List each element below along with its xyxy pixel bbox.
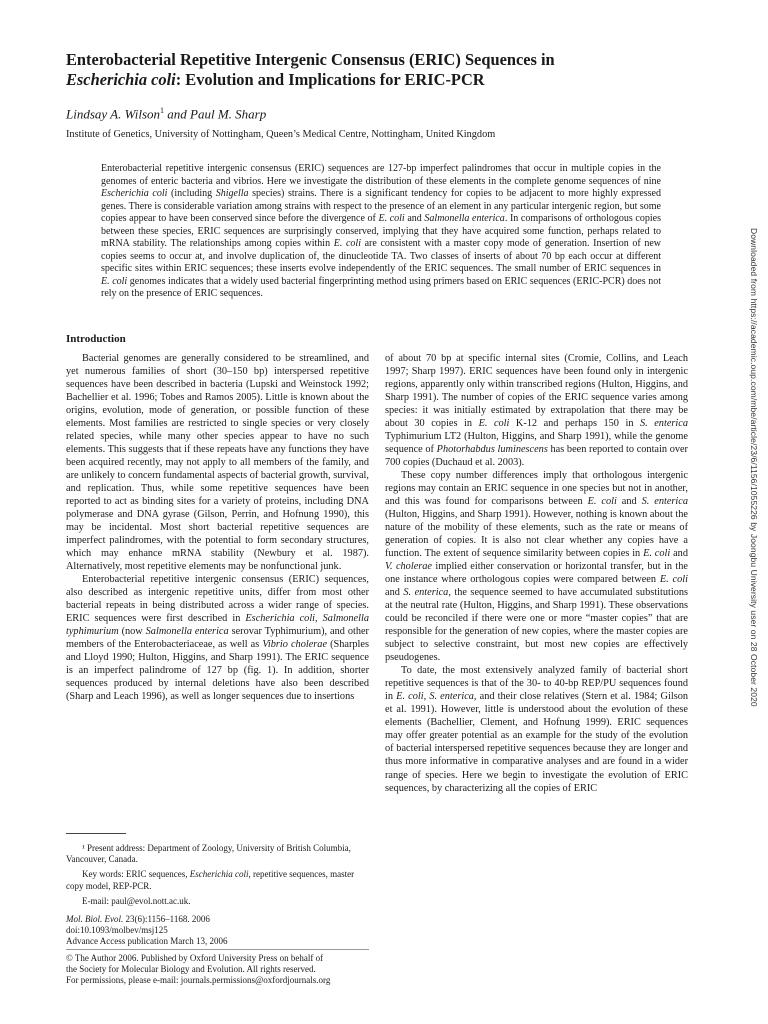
- intro-right-italic-run: S. enterica: [403, 587, 449, 599]
- abstract-run: . In comparisons of orthologous copies between these species, ERIC sequences are surprisingly conserved, implying that they have acquired some function, perhaps related to mRNA stability. The relationships among copies within: [101, 213, 661, 249]
- copyright-line: the Society for Molecular Biology and Evolution. All rights reserved.: [66, 964, 316, 975]
- intro-left-italic-run: Escherichia coli: [245, 613, 316, 625]
- intro-right-run: , the sequence seemed to have accumulated substitutions at the neutral rate (Hulton, Higgins, and Sharp 1991). These observations could be reconciled if there were one or more “master copies” that are responsible for the generation of new copies, where the master copies are subject to selective constraint, but most new copies are effectively pseudogenes.: [385, 587, 688, 664]
- intro-left-run: (Sharples and Lloyd 1990; Hulton, Higgins, and Sharp 1991). The ERIC sequence is an imperfect palindrome of 127 bp (fig. 1). In addition, shorter sequences produced by internal deletions have also been described (Sharp and Leach 1996), as well as longer sequences due to insertions: [66, 639, 370, 703]
- intro-right-run: and: [670, 548, 688, 560]
- intro-left-paragraph: [66, 352, 369, 573]
- title-subtitle: : Evolution and Implications for ERIC-PCR: [175, 70, 485, 89]
- left-column: [66, 352, 369, 703]
- copyright-line: For permissions, please e-mail: journals.permissions@oxfordjournals.org: [66, 975, 331, 986]
- abstract-italic-run: E. coli: [101, 275, 128, 287]
- intro-right-italic-run: E. coli: [587, 496, 617, 508]
- intro-right-run: and: [616, 496, 642, 508]
- footnote-divider: [66, 833, 126, 834]
- intro-right-run: of about 70 bp at specific internal sites (Cromie, Collins, and Leach 1997; Sharp 1997). ERIC sequences have been found only in intergenic regions, apparently only within transcribed regions (Hulton, Higgins, and Sharp 1991). The number of copies of the ERIC sequence varies among species: it was initially estimated by extrapolation that there may be about 30 copies in: [385, 353, 688, 430]
- intro-right-paragraph: [385, 352, 688, 469]
- abstract-run: genomes indicates that a widely used bacterial fingerprinting method using primers based on ERIC sequences (ERIC-PCR) does not rely on the presence of ERIC sequences.: [101, 275, 661, 299]
- download-watermark-text: Downloaded from https://academic.oup.com/mbe/article/23/6/1156/1055226 by Joongbu University user on 28 October 2020: [749, 228, 759, 707]
- title-line-1: Enterobacterial Repetitive Intergenic Consensus (ERIC) Sequences in: [66, 50, 555, 69]
- intro-left-italic-run: Salmonella enterica: [145, 626, 229, 638]
- abstract-run: Enterobacterial repetitive intergenic consensus (ERIC) sequences are 127-bp imperfect palindromes that occur in multiple copies in the genomes of enteric bacteria and vibrios. Here we investigate the distribution of these elements in the complete genome sequences of nine: [101, 163, 661, 187]
- intro-right-run: K-12 and perhaps 150 in: [509, 418, 640, 430]
- abstract-run: are consistent with a master copy mode of generation. Insertion of new copies seems to occur at, and involve duplication of, the dinucleotide TA. Two classes of inserts of about 70 bp each occur at different specific sites within ERIC sequences; these inserts evolve independently of the ERIC sequences. The small number of ERIC sequences in: [101, 238, 661, 274]
- abstract-run: species) strains. There is a significant tendency for copies to be adjacent to more highly expressed genes. There is considerable variation among strains with respect to the presence of an element in any particular intergenic region, but some copies appear to have been conserved since before the divergence of: [101, 188, 661, 224]
- abstract-italic-run: Salmonella enterica: [424, 213, 505, 224]
- intro-right-italic-run: S. enterica: [429, 691, 474, 703]
- paper-title: [66, 50, 686, 90]
- author-rest: and Paul M. Sharp: [164, 106, 267, 122]
- intro-left-run: serovar Typhimurium), and other members of the Enterobacteriaceae, as well as: [66, 626, 369, 651]
- intro-right-paragraph: [385, 469, 688, 664]
- intro-right-run: ,: [423, 691, 430, 703]
- intro-right-paragraph: [385, 664, 688, 794]
- author-footnote-marker: 1: [160, 106, 165, 115]
- footnote: ¹ Present address: Department of Zoology, University of British Columbia, Vancouver, Canada.: [66, 843, 351, 865]
- intro-right-run: To date, the most extensively analyzed family of bacterial short repetitive sequences is that of the 30- to 40-bp REP/PU sequences found in: [385, 665, 688, 703]
- intro-right-italic-run: E. coli: [643, 548, 671, 560]
- affiliation: Institute of Genetics, University of Nottingham, Queen’s Medical Centre, Nottingham, United Kingdom: [66, 129, 496, 140]
- intro-left-run: ,: [315, 613, 323, 625]
- section-heading-introduction: Introduction: [66, 333, 126, 345]
- intro-right-run: , and their close relatives (Stern et al. 1984; Gilson et al. 1991). However, little is understood about the evolution of these elements (Bachellier, Clement, and Hofnung 1999). ERIC sequences may offer greater potential as an example for the study of the evolution of bacterial interspersed repetitive sequences because they are longer and thus more informative in comparative analyses and are found in a wider range of species. Here we begin to investigate the evolution of ERIC sequences, by characterizing all the copies of ERIC: [385, 691, 688, 794]
- intro-right-run: and: [385, 587, 404, 599]
- doi: doi:10.1093/molbev/msj125: [66, 925, 168, 936]
- intro-right-run: Typhimurium LT2 (Hulton, Higgins, and Sharp 1991), while the genome sequence of: [385, 431, 688, 456]
- abstract-italic-run: E. coli: [333, 238, 361, 249]
- download-watermark: [748, 228, 760, 748]
- copyright-line: © The Author 2006. Published by Oxford University Press on behalf of: [66, 953, 324, 963]
- abstract-run: and: [404, 213, 425, 224]
- intro-right-italic-run: S. enterica: [640, 418, 688, 430]
- title-organism: Escherichia coli: [66, 70, 176, 89]
- intro-right-italic-run: Photorhabdus luminescens: [436, 444, 548, 456]
- intro-right-run: implied either conservation or horizontal transfer, but in the one instance where orthologous copies were compared between: [385, 561, 689, 586]
- intro-left-italic-run: Vibrio cholerae: [262, 639, 328, 651]
- intro-right-italic-run: E. coli: [659, 574, 688, 586]
- footnote-italic-run: Escherichia coli: [189, 869, 249, 880]
- intro-left-italic-run: Salmonella typhimurium: [66, 613, 369, 638]
- intro-left-run: Bacterial genomes are generally considered to be streamlined, and yet numerous families of short (30–150 bp) interspersed repetitive sequences have been described in bacteria (Lupski and Weinstock 1992; Bachellier et al. 1996; Tobes and Ramos 2005). Little is known about the origins, evolution, mode of generation, or possible function of these elements. Most families are restricted to single species or very closely related species, while many other species appear to have no such elements. This suggests that if these repeats have any functions they have been acquired recently, may not apply to all members of the family, and are unlikely to concern fundamental aspects of bacterial growth, survival, and replication. Thus, while some repetitive sequences have been reported to act as binding sites for a variety of proteins, including DNA polymerase and DNA gyrase (Gilson, Perrin, and Hofnung 1990), this may be incidental. Most short bacterial repetitive sequences are imperfect palindromes, with the potential to form secondary structures, which may enhance mRNA stability (Newbury et al. 1987). Alternatively, most repetitive elements may be nonfunctional junk.: [66, 353, 369, 573]
- intro-right-italic-run: E. coli: [478, 418, 510, 430]
- title-line-2: [66, 70, 686, 90]
- copyright-notice: [66, 953, 369, 987]
- intro-right-run: These copy number differences imply that orthologous intergenic regions may contain an ERIC sequence in one species but not in another, and this was found for comparisons between: [385, 470, 688, 508]
- footnote-run: , repetitive sequences, master copy model, REP-PCR.: [66, 869, 355, 891]
- abstract-italic-run: Shigella: [215, 188, 249, 199]
- abstract-run: (including: [167, 188, 216, 199]
- abstract-italic-run: E. coli: [378, 213, 405, 224]
- abstract-italic-run: Escherichia coli: [101, 188, 168, 199]
- footnotes: [66, 843, 369, 911]
- footnote: E-mail: paul@evol.nott.ac.uk.: [82, 895, 191, 906]
- journal-citation: Mol. Biol. Evol. 23(6):1156–1168. 2006: [66, 914, 210, 924]
- journal-name: Mol. Biol. Evol.: [66, 914, 124, 924]
- footnote: [66, 869, 369, 891]
- footnote-run: Key words: ERIC sequences,: [82, 869, 190, 880]
- right-column: [385, 352, 688, 795]
- intro-right-run: (Hulton, Higgins, and Sharp 1991). However, nothing is known about the nature of the mobility of these elements, such as the rate or means of generation of copies. It is also not clear whether any copies have a function. The extent of sequence similarity between copies in: [385, 509, 688, 560]
- author-list: [66, 106, 266, 122]
- publication-info: [66, 914, 369, 948]
- intro-right-italic-run: E. coli: [396, 691, 424, 703]
- author-first: Lindsay A. Wilson: [66, 106, 161, 122]
- intro-left-run: Enterobacterial repetitive intergenic consensus (ERIC) sequences, also described as intergenic repetitive units, differ from most other bacterial repeats in being distributed across a wider range of species. ERIC sequences were first described in: [66, 574, 369, 625]
- intro-left-paragraph: [66, 573, 369, 703]
- intro-right-italic-run: S. enterica: [641, 496, 688, 508]
- abstract: [101, 163, 661, 301]
- intro-right-italic-run: V. cholerae: [385, 561, 432, 573]
- intro-right-run: has been reported to contain over 700 copies (Duchaud et al. 2003).: [385, 444, 688, 469]
- advance-access: Advance Access publication March 13, 2006: [66, 936, 228, 947]
- intro-left-run: (now: [118, 626, 146, 638]
- copyright-divider: [66, 949, 369, 950]
